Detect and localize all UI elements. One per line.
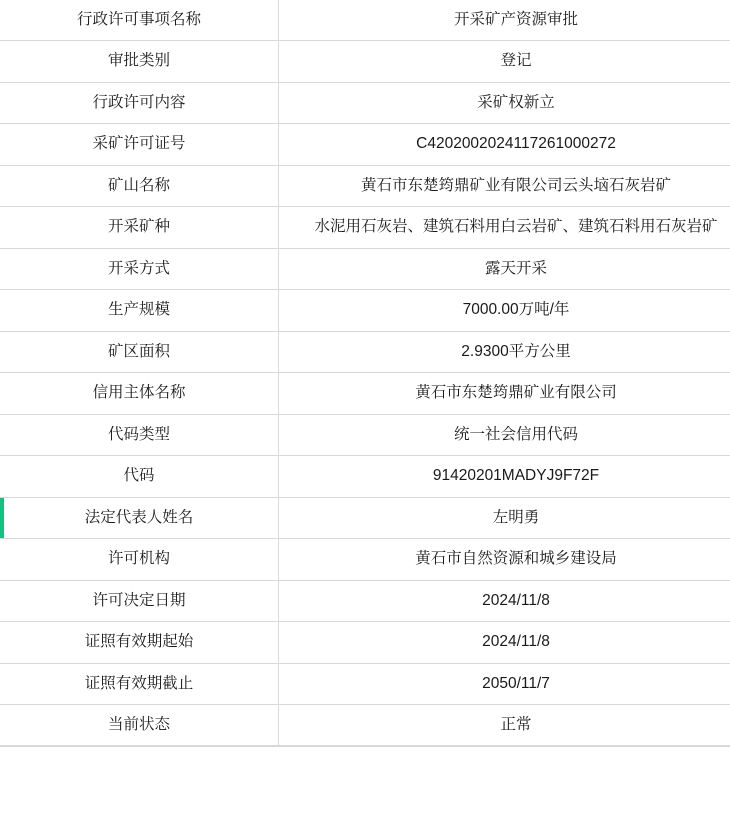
table-row [0, 704, 730, 745]
row-label: 开采矿种 [0, 207, 279, 248]
row-label: 采矿许可证号 [0, 124, 279, 165]
row-label: 许可机构 [0, 539, 279, 580]
row-value: 水泥用石灰岩、建筑石料用白云岩矿、建筑石料用石灰岩矿 [279, 207, 730, 248]
row-label: 矿山名称 [0, 165, 279, 206]
row-value: 2024/11/8 [279, 580, 730, 621]
table-row [0, 539, 730, 580]
row-value: 统一社会信用代码 [279, 414, 730, 455]
row-value: 2024/11/8 [279, 622, 730, 663]
table-row [0, 124, 730, 165]
row-value: 2.9300平方公里 [279, 331, 730, 372]
row-value: 2050/11/7 [279, 663, 730, 704]
row-label: 代码类型 [0, 414, 279, 455]
row-label: 代码 [0, 456, 279, 497]
table-row [0, 373, 730, 414]
table-row [0, 248, 730, 289]
row-label: 信用主体名称 [0, 373, 279, 414]
table-row [0, 414, 730, 455]
row-value: 正常 [279, 704, 730, 745]
row-label: 证照有效期截止 [0, 663, 279, 704]
row-label: 行政许可事项名称 [0, 0, 279, 41]
row-label: 法定代表人姓名 [0, 497, 279, 538]
table-row [0, 456, 730, 497]
table-row [0, 331, 730, 372]
table-row [0, 165, 730, 206]
table-row [0, 663, 730, 704]
row-value: 开采矿产资源审批 [279, 0, 730, 41]
row-label: 生产规模 [0, 290, 279, 331]
row-value: 左明勇 [279, 497, 730, 538]
row-value: 黄石市东楚筠鼎矿业有限公司 [279, 373, 730, 414]
table-row [0, 580, 730, 621]
row-label: 审批类别 [0, 41, 279, 82]
table-row [0, 497, 730, 538]
row-label: 证照有效期起始 [0, 622, 279, 663]
row-label: 许可决定日期 [0, 580, 279, 621]
row-value: 91420201MADYJ9F72F [279, 456, 730, 497]
row-value: 露天开采 [279, 248, 730, 289]
table-row [0, 41, 730, 82]
table-row [0, 622, 730, 663]
table-row [0, 0, 730, 41]
row-value: 黄石市自然资源和城乡建设局 [279, 539, 730, 580]
row-label: 行政许可内容 [0, 82, 279, 123]
row-value: 登记 [279, 41, 730, 82]
row-label: 开采方式 [0, 248, 279, 289]
table-row [0, 82, 730, 123]
table-bottom-strip [0, 746, 730, 760]
row-value: 采矿权新立 [279, 82, 730, 123]
row-label: 矿区面积 [0, 331, 279, 372]
row-value: 7000.00万吨/年 [279, 290, 730, 331]
table-row [0, 207, 730, 248]
row-value: 黄石市东楚筠鼎矿业有限公司云头垴石灰岩矿 [279, 165, 730, 206]
row-value: C4202002024117261000272 [279, 124, 730, 165]
table-row [0, 290, 730, 331]
row-label: 当前状态 [0, 704, 279, 745]
